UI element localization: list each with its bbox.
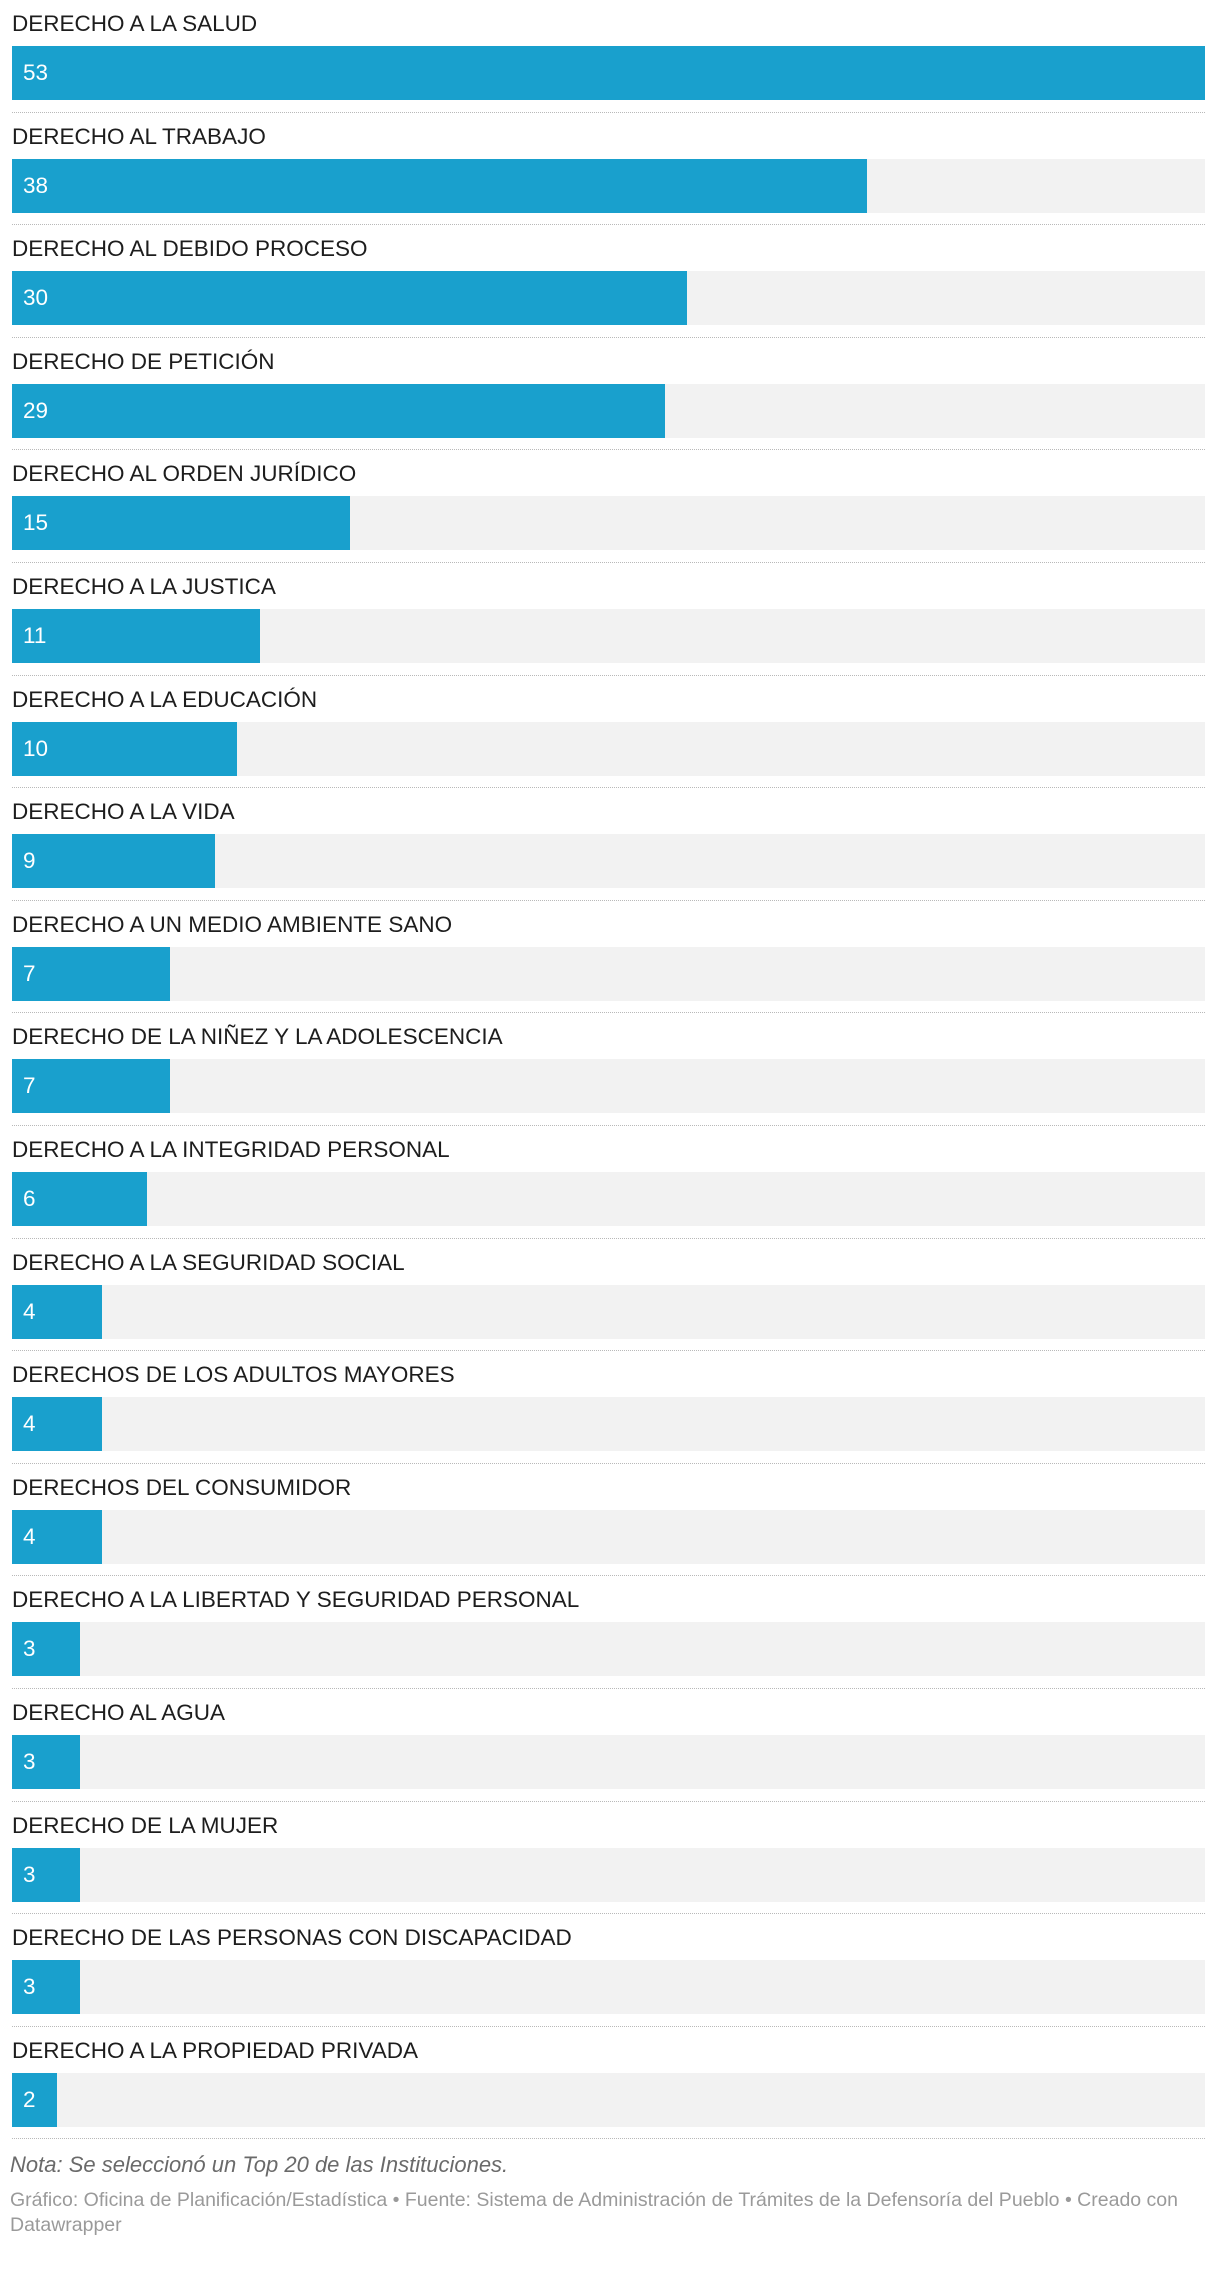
category-label: DERECHO AL TRABAJO — [12, 123, 266, 149]
chart-row — [12, 338, 1205, 451]
chart-row — [12, 788, 1205, 901]
bar-value-label: 4 — [23, 1523, 36, 1549]
chart-row — [12, 2027, 1205, 2140]
bar-value-label: 38 — [23, 172, 49, 198]
bar — [12, 834, 215, 888]
bar-value-label: 15 — [23, 510, 49, 536]
chart-row — [12, 1689, 1205, 1802]
bar-chart — [12, 0, 1205, 2139]
bar-track — [12, 1285, 1205, 1339]
bar-value-label: 4 — [23, 1411, 36, 1437]
bar-value-label: 3 — [23, 1974, 36, 2000]
bar-value-label: 3 — [23, 1748, 36, 1774]
chart-row — [12, 1802, 1205, 1915]
bar-value-label: 3 — [23, 1636, 36, 1662]
chart-row — [12, 450, 1205, 563]
chart-row — [12, 901, 1205, 1014]
bar-value-label: 4 — [23, 1298, 36, 1324]
chart-row — [12, 113, 1205, 226]
category-label: DERECHO A LA LIBERTAD Y SEGURIDAD PERSONAL — [12, 1587, 580, 1613]
bar-track — [12, 1848, 1205, 1902]
bar — [12, 384, 665, 438]
bar-value-label: 3 — [23, 1861, 36, 1887]
bar-track — [12, 384, 1205, 438]
chart-row — [12, 0, 1205, 113]
bar-value-label: 2 — [23, 2086, 36, 2112]
bar-track — [12, 1510, 1205, 1564]
category-label: DERECHO A LA PROPIEDAD PRIVADA — [12, 2037, 418, 2063]
bar-value-label: 7 — [23, 960, 36, 986]
category-label: DERECHOS DEL CONSUMIDOR — [12, 1474, 352, 1500]
chart-row — [12, 1239, 1205, 1352]
chart-note: Nota: Se seleccionó un Top 20 de las Instituciones. — [10, 2152, 509, 2177]
category-label: DERECHO A LA VIDA — [12, 799, 235, 825]
bar-value-label: 6 — [23, 1185, 36, 1211]
chart-row — [12, 1576, 1205, 1689]
chart-row — [12, 1013, 1205, 1126]
bar — [12, 609, 260, 663]
category-label: DERECHO A UN MEDIO AMBIENTE SANO — [12, 911, 453, 937]
bar-track — [12, 947, 1205, 1001]
bar-value-label: 9 — [23, 848, 36, 874]
chart-row — [12, 1464, 1205, 1577]
category-label: DERECHO A LA JUSTICA — [12, 573, 276, 599]
category-label: DERECHOS DE LOS ADULTOS MAYORES — [12, 1362, 455, 1388]
bar-track — [12, 496, 1205, 550]
chart-row — [12, 563, 1205, 676]
bar — [12, 46, 1205, 100]
category-label: DERECHO A LA SALUD — [12, 11, 258, 36]
category-label: DERECHO A LA SEGURIDAD SOCIAL — [12, 1249, 405, 1275]
bar-value-label: 53 — [23, 60, 49, 85]
bar-track — [12, 159, 1205, 213]
bar — [12, 496, 350, 550]
bar-track — [12, 1622, 1205, 1676]
bar-track — [12, 271, 1205, 325]
bar-track — [12, 1960, 1205, 2014]
bar-value-label: 7 — [23, 1073, 36, 1099]
category-label: DERECHO DE PETICIÓN — [12, 348, 275, 374]
bar — [12, 947, 170, 1001]
bar — [12, 1059, 170, 1113]
bar-track — [12, 1059, 1205, 1113]
category-label: DERECHO A LA EDUCACIÓN — [12, 686, 318, 712]
chart-row — [12, 1126, 1205, 1239]
chart-footer — [10, 2150, 1210, 2238]
category-label: DERECHO DE LA NIÑEZ Y LA ADOLESCENCIA — [12, 1024, 503, 1050]
bar-value-label: 10 — [23, 735, 49, 761]
bar-value-label: 11 — [23, 622, 47, 648]
bar-value-label: 29 — [23, 397, 49, 423]
bar-track — [12, 834, 1205, 888]
chart-row — [12, 1351, 1205, 1464]
category-label: DERECHO AL ORDEN JURÍDICO — [12, 461, 357, 487]
category-label: DERECHO AL DEBIDO PROCESO — [12, 236, 368, 262]
bar-track — [12, 722, 1205, 776]
bar — [12, 159, 867, 213]
chart-credit: Gráfico: Oficina de Planificación/Estadística • Fuente: Sistema de Administración de Trámites de la Defensoría del Pueblo • Creado con Datawrapper — [10, 2189, 1179, 2236]
bar-track — [12, 1735, 1205, 1789]
category-label: DERECHO DE LA MUJER — [12, 1812, 279, 1838]
chart-row — [12, 1914, 1205, 2027]
bar-track — [12, 2073, 1205, 2127]
chart-row — [12, 225, 1205, 338]
category-label: DERECHO AL AGUA — [12, 1699, 225, 1725]
bar — [12, 271, 687, 325]
bar-track — [12, 46, 1205, 100]
bar-value-label: 30 — [23, 285, 49, 311]
bar-track — [12, 1172, 1205, 1226]
category-label: DERECHO A LA INTEGRIDAD PERSONAL — [12, 1136, 450, 1162]
bar-track — [12, 1397, 1205, 1451]
bar-track — [12, 609, 1205, 663]
chart-row — [12, 676, 1205, 789]
category-label: DERECHO DE LAS PERSONAS CON DISCAPACIDAD — [12, 1925, 572, 1951]
